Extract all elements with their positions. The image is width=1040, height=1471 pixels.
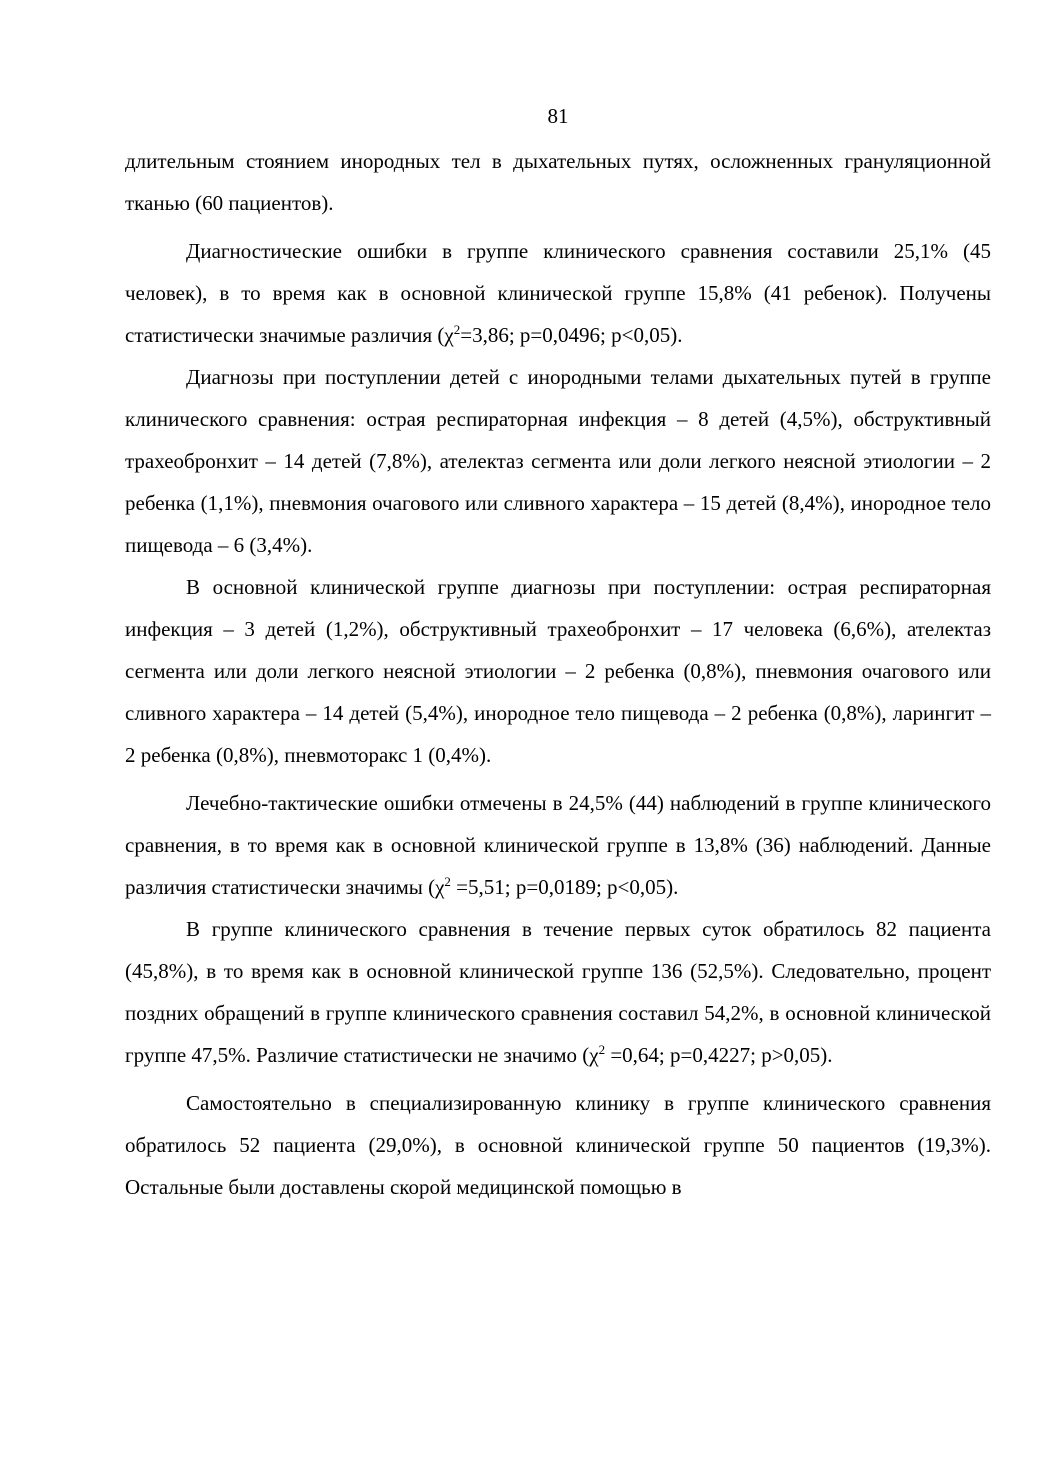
paragraph [125, 230, 991, 356]
paragraph [125, 1082, 991, 1208]
paragraph [125, 908, 991, 1076]
paragraph [125, 782, 991, 908]
superscript: 2 [453, 322, 461, 337]
text-run: длительным стоянием инородных тел в дыхательных путях, осложненных грануляционной тканью (60 пациентов). [125, 149, 991, 215]
text-run: =3,86; p=0,0496; p<0,05). [460, 323, 683, 347]
superscript: 2 [598, 1042, 606, 1057]
document-page [125, 98, 991, 1208]
body-text [125, 140, 991, 1208]
page-number: 81 [547, 104, 569, 128]
text-run: В основной клинической группе диагнозы при поступлении: острая респираторная инфекция – 3 детей (1,2%), обструктивный трахеобронхит – 17 человека (6,6%), ателектаз сегмента или доли легкого неясной этиологии – 2 ребенка (0,8%), пневмония очагового или сливного характера – 14 детей (5,4%), инородное тело пищевода – 2 ребенка (0,8%), ларингит – 2 ребенка (0,8%), пневмоторакс 1 (0,4%). [125, 575, 991, 767]
text-run: =0,64; p=0,4227; p>0,05). [605, 1043, 833, 1067]
text-run: Самостоятельно в специализированную клинику в группе клинического сравнения обратилось 52 пациента (29,0%), в основной клинической группе 50 пациентов (19,3%). Остальные были доставлены скорой медицинской помощью в [125, 1091, 991, 1199]
text-run: Лечебно-тактические ошибки отмечены в 24,5% (44) наблюдений в группе клинического сравнения, в то время как в основной клинической группе в 13,8% (36) наблюдений. Данные различия статистически значимы (χ [125, 791, 991, 899]
paragraph [125, 140, 991, 224]
paragraph [125, 356, 991, 566]
paragraph [125, 566, 991, 776]
superscript: 2 [444, 874, 451, 889]
text-run: Диагнозы при поступлении детей с инородными телами дыхательных путей в группе клинического сравнения: острая респираторная инфекция – 8 детей (4,5%), обструктивный трахеобронхит – 14 детей (7,8%), ателектаз сегмента или доли легкого неясной этиологии – 2 ребенка (1,1%), пневмония очагового или сливного характера – 15 детей (8,4%), инородное тело пищевода – 6 (3,4%). [125, 365, 991, 557]
text-run: =5,51; p=0,0189; p<0,05). [450, 875, 679, 899]
text-run: Диагностические ошибки в группе клинического сравнения составили 25,1% (45 человек), в то время как в основной клинической группе 15,8% (41 ребенок). Получены статистически значимые различия (χ [125, 239, 991, 347]
text-run: В группе клинического сравнения в течение первых суток обратилось 82 пациента (45,8%), в то время как в основной клинической группе 136 (52,5%). Следовательно, процент поздних обращений в группе клинического сравнения составил 54,2%, в основной клинической группе 47,5%. Различие статистически не значимо (χ [125, 917, 991, 1067]
